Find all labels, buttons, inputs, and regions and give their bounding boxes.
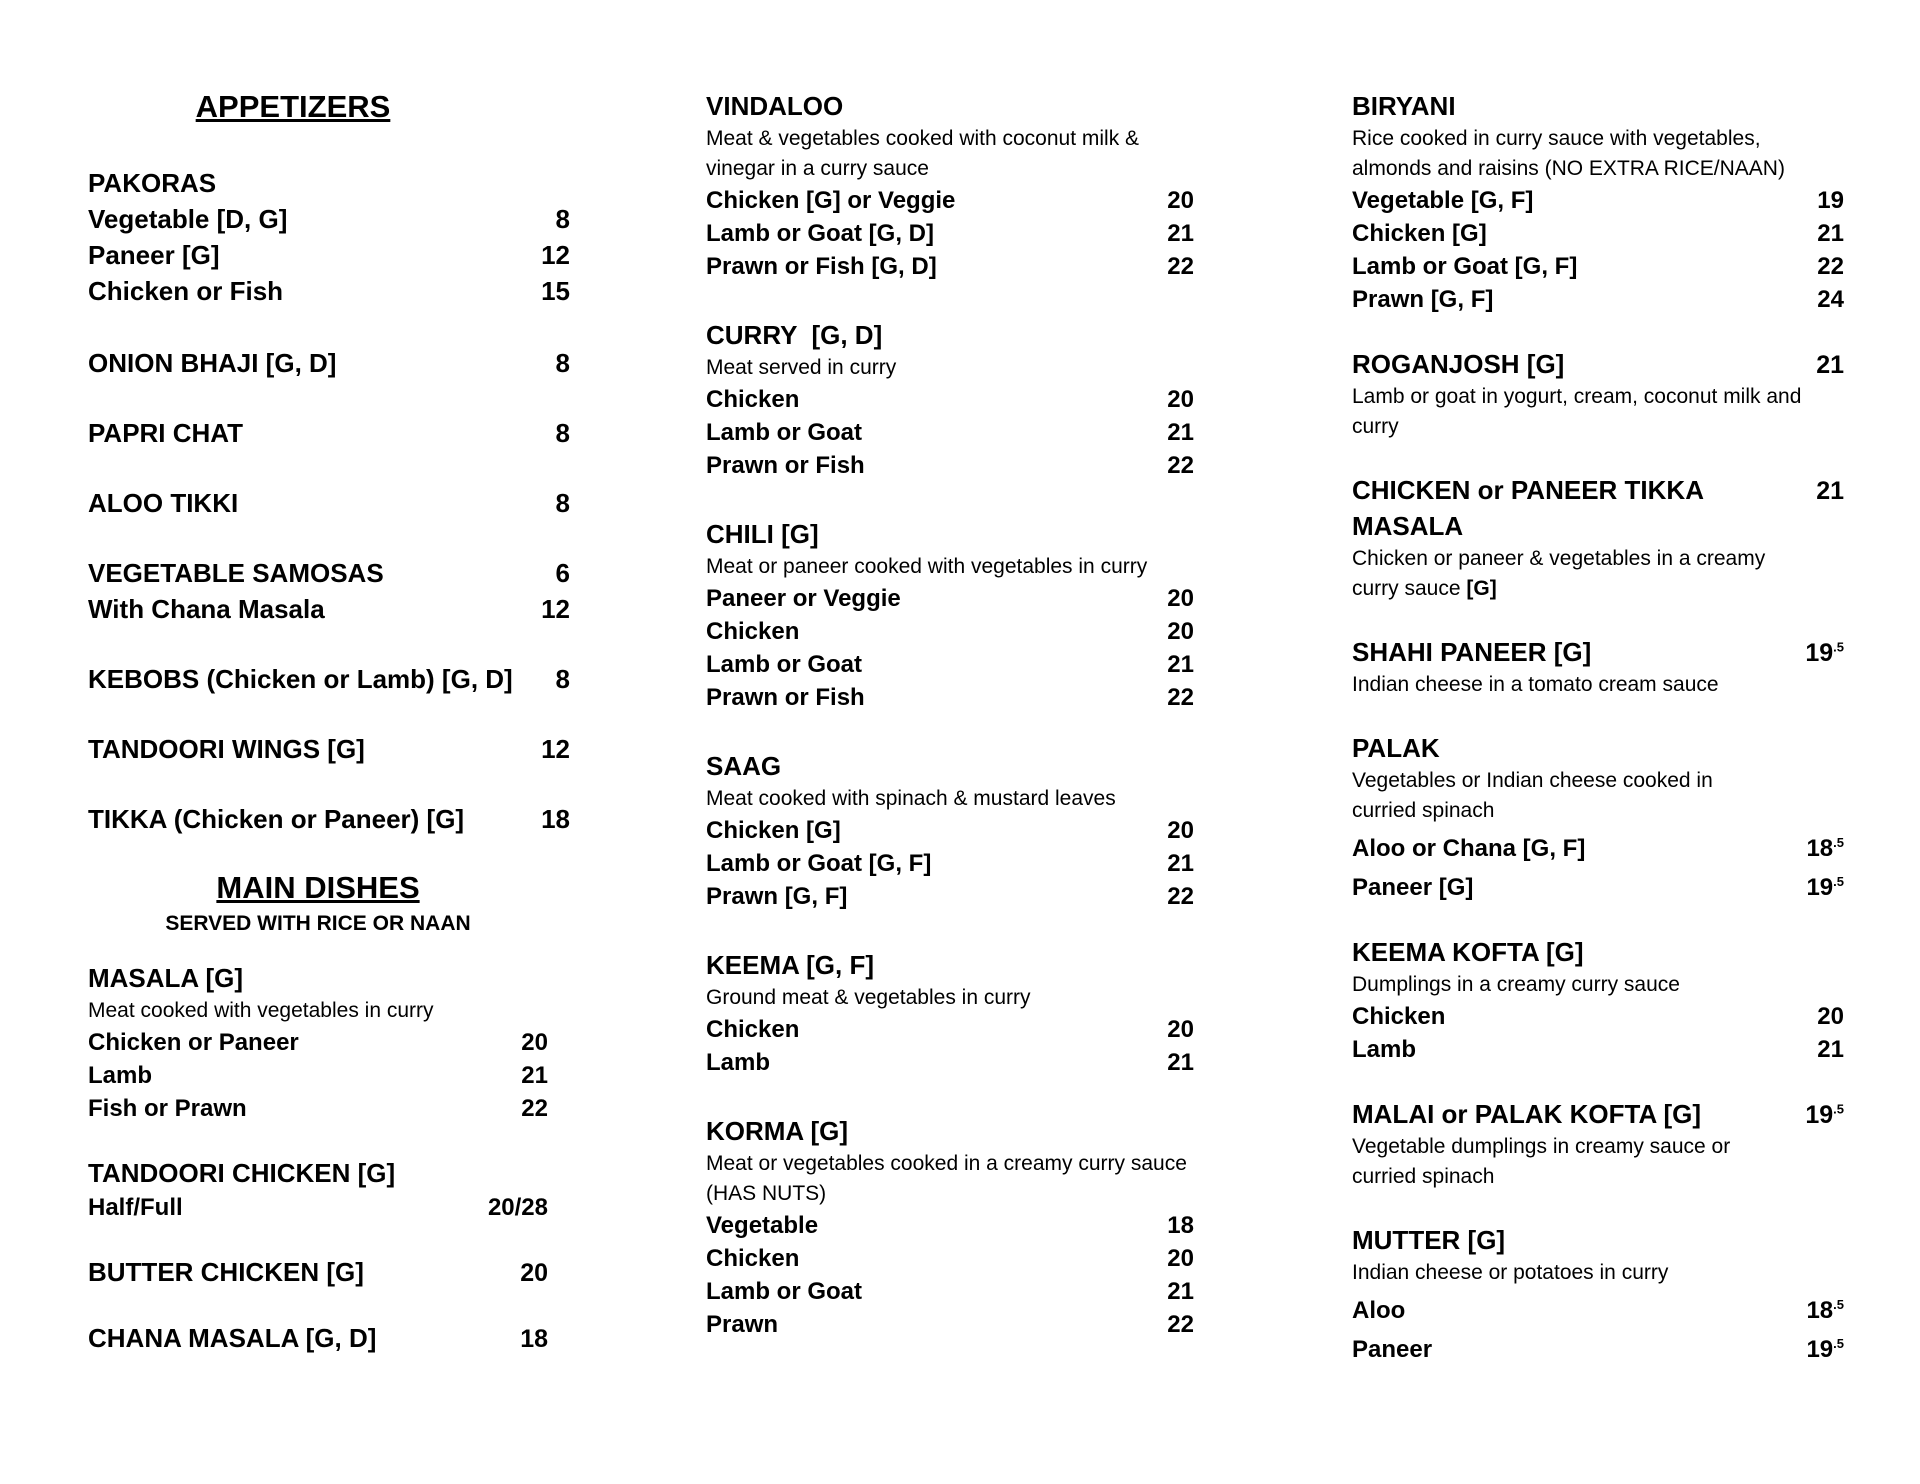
item-price: 15 — [541, 276, 570, 307]
price-main: 19 — [1806, 874, 1834, 901]
price-fraction: .5 — [1833, 874, 1844, 889]
item-name: Prawn or Fish — [706, 684, 865, 711]
dish-price: 21 — [1816, 351, 1844, 379]
dish-description — [1352, 544, 1812, 604]
item-price: 20/28 — [487, 1194, 548, 1222]
item-price: 21 — [1167, 419, 1194, 446]
item-name: Chicken — [1352, 1003, 1446, 1030]
main-dishes-section — [88, 869, 628, 1356]
item-name: KEBOBS (Chicken or Lamb) [G, D] — [88, 664, 513, 695]
dish-title: TANDOORI CHICKEN [G] — [88, 1158, 396, 1189]
item-name: Chicken [G] or Veggie — [706, 187, 956, 214]
item-price: 21 — [1167, 220, 1194, 247]
menu-item — [706, 1013, 1194, 1046]
item-price: 21 — [521, 1062, 548, 1090]
dish-title: MASALA [G] — [88, 963, 244, 994]
roganjosh-dish — [1352, 346, 1862, 442]
menu-item — [706, 449, 1194, 482]
menu-item — [706, 1242, 1194, 1275]
tikka-masala-dish — [1352, 472, 1862, 604]
dish-title: MUTTER [G] — [1352, 1225, 1506, 1255]
item-price: 19 — [1817, 187, 1844, 214]
item-price: 22 — [1167, 1311, 1194, 1338]
item-price: 8 — [555, 348, 570, 379]
dish-description: Rice cooked in curry sauce with vegetables, almonds and raisins (NO EXTRA RICE/NAAN) — [1352, 127, 1785, 180]
pakoras-title: PAKORAS — [88, 168, 217, 199]
item-price: 8 — [555, 204, 570, 235]
description-tag: [G] — [1466, 577, 1497, 600]
dish-title: SHAHI PANEER [G] — [1352, 637, 1592, 667]
menu-column-3 — [1352, 88, 1862, 1402]
menu-item — [706, 250, 1194, 283]
item-name: Lamb — [88, 1062, 153, 1090]
menu-item — [706, 184, 1194, 217]
item-name: Chicken — [706, 1016, 800, 1043]
dish-description: Meat cooked with spinach & mustard leaves — [706, 787, 1116, 810]
dish-description: Meat & vegetables cooked with coconut milk & vinegar in a curry sauce — [706, 127, 1140, 180]
dish-description: Dumplings in a creamy curry sauce — [1352, 973, 1680, 996]
item-name: Lamb or Goat [G, F] — [706, 850, 932, 877]
menu-item — [706, 681, 1194, 714]
masala-dish — [88, 960, 628, 1125]
dish-price — [1805, 639, 1844, 668]
shahi-paneer-dish — [1352, 634, 1862, 700]
menu-item — [88, 661, 570, 697]
appetizers-heading: APPETIZERS — [195, 89, 391, 124]
dish-title: VINDALOO — [706, 91, 844, 121]
item-name: ALOO TIKKI — [88, 488, 239, 519]
malai-kofta-dish — [1352, 1096, 1862, 1192]
menu-column-1 — [88, 88, 628, 1356]
item-price: 8 — [555, 664, 570, 695]
menu-item — [706, 1275, 1194, 1308]
dish-title: KEEMA [G, F] — [706, 950, 875, 980]
main-dishes-heading: MAIN DISHES — [216, 870, 420, 906]
price-main: 18 — [1806, 1297, 1834, 1324]
item-name: Chicken — [706, 1245, 800, 1272]
dish-title: CURRY [G, D] — [706, 320, 883, 350]
mutter-dish — [1352, 1222, 1862, 1366]
menu-item — [706, 1046, 1194, 1079]
menu-column-2 — [706, 88, 1266, 1377]
dish-price: 20 — [520, 1259, 548, 1288]
item-price — [1794, 826, 1844, 865]
menu-item — [88, 345, 570, 381]
keema-dish — [706, 947, 1266, 1079]
item-name: Half/Full — [88, 1194, 183, 1222]
keema-kofta-dish — [1352, 934, 1862, 1066]
item-price: 8 — [555, 488, 570, 519]
menu-item — [706, 880, 1194, 913]
price-fraction: .5 — [1833, 639, 1844, 655]
menu-item — [1352, 250, 1844, 283]
item-price: 22 — [1167, 684, 1194, 711]
price-main: 19 — [1805, 1101, 1834, 1129]
menu-item — [88, 1092, 548, 1125]
dish-header — [1352, 472, 1844, 544]
item-name: Chicken or Paneer — [88, 1029, 299, 1057]
dish-title: CHANA MASALA [G, D] — [88, 1323, 377, 1354]
menu-item — [706, 1308, 1194, 1341]
item-name: VEGETABLE SAMOSAS — [88, 558, 384, 589]
item-price: 6 — [555, 558, 570, 589]
biryani-dish — [1352, 88, 1862, 316]
price-fraction: .5 — [1833, 1297, 1844, 1312]
item-name: Fish or Prawn — [88, 1095, 247, 1123]
curry-dish — [706, 317, 1266, 482]
item-price: 18 — [541, 804, 570, 835]
item-name: Vegetable [D, G] — [88, 204, 288, 235]
dish-description: Vegetables or Indian cheese cooked in curried spinach — [1352, 769, 1713, 822]
menu-item — [706, 217, 1194, 250]
chana-masala-dish — [88, 1320, 548, 1356]
item-price — [1794, 865, 1844, 904]
item-name: Chicken — [706, 386, 800, 413]
item-name: Aloo — [1352, 1297, 1406, 1324]
vindaloo-dish — [706, 88, 1266, 283]
dish-description: Lamb or goat in yogurt, cream, coconut milk and curry — [1352, 385, 1802, 438]
item-price: 20 — [1167, 817, 1194, 844]
menu-item — [1352, 1327, 1844, 1366]
dish-title: BIRYANI — [1352, 91, 1456, 121]
dish-header — [1352, 634, 1844, 670]
menu-item — [88, 801, 570, 837]
price-fraction: .5 — [1833, 835, 1844, 850]
item-name: Aloo or Chana [G, F] — [1352, 835, 1586, 862]
menu-item — [706, 383, 1194, 416]
item-price: 20 — [521, 1029, 548, 1057]
item-name: Lamb or Goat — [706, 651, 863, 678]
dish-description: Indian cheese or potatoes in curry — [1352, 1261, 1669, 1284]
item-name: Paneer [G] — [1352, 874, 1474, 901]
item-name: Chicken or Fish — [88, 276, 284, 307]
price-main: 18 — [1806, 835, 1834, 862]
dish-header — [1352, 346, 1844, 382]
menu-item — [706, 416, 1194, 449]
dish-title: MALAI or PALAK KOFTA [G] — [1352, 1099, 1702, 1129]
dish-price — [1805, 1101, 1844, 1130]
item-price: 12 — [541, 240, 570, 271]
item-name: Prawn or Fish [G, D] — [706, 253, 937, 280]
menu-item — [706, 582, 1194, 615]
item-name: Vegetable [G, F] — [1352, 187, 1534, 214]
item-price: 22 — [1167, 452, 1194, 479]
item-price: 20 — [1167, 386, 1194, 413]
menu-item — [88, 237, 570, 273]
menu-item — [88, 273, 570, 309]
dish-title: ROGANJOSH [G] — [1352, 349, 1565, 379]
korma-dish — [706, 1113, 1266, 1341]
item-price — [1794, 1327, 1844, 1366]
item-name: Lamb — [1352, 1036, 1417, 1063]
dish-title: KEEMA KOFTA [G] — [1352, 937, 1584, 967]
item-name: Vegetable — [706, 1212, 819, 1239]
pakoras-section — [88, 165, 628, 309]
item-price: 24 — [1817, 286, 1844, 313]
dish-description: Meat or paneer cooked with vegetables in curry — [706, 555, 1148, 578]
item-name: Paneer — [1352, 1336, 1433, 1363]
item-name: TANDOORI WINGS [G] — [88, 734, 365, 765]
item-price: 20 — [1817, 1003, 1844, 1030]
dish-description: Meat cooked with vegetables in curry — [88, 999, 434, 1023]
item-price: 21 — [1817, 1036, 1844, 1063]
item-price: 21 — [1817, 220, 1844, 247]
menu-item — [1352, 217, 1844, 250]
main-dishes-subtitle: SERVED WITH RICE OR NAAN — [165, 912, 471, 936]
item-price: 20 — [1167, 187, 1194, 214]
tandoori-chicken-dish — [88, 1155, 628, 1224]
menu-item — [88, 485, 570, 521]
item-price: 20 — [1167, 1245, 1194, 1272]
item-price: 20 — [1167, 618, 1194, 645]
item-price: 12 — [541, 594, 570, 625]
item-name: Chicken [G] — [706, 817, 841, 844]
item-price: 22 — [1167, 883, 1194, 910]
dish-title: KORMA [G] — [706, 1116, 849, 1146]
item-price: 22 — [1817, 253, 1844, 280]
item-price: 20 — [1167, 585, 1194, 612]
item-price: 12 — [541, 734, 570, 765]
item-name: Paneer or Veggie — [706, 585, 901, 612]
item-price — [1794, 1288, 1844, 1327]
price-main: 19 — [1805, 639, 1834, 667]
dish-description: Indian cheese in a tomato cream sauce — [1352, 673, 1719, 696]
menu-item — [88, 555, 570, 591]
item-name: With Chana Masala — [88, 594, 325, 625]
item-price: 18 — [1167, 1212, 1194, 1239]
menu-item — [1352, 1288, 1844, 1327]
dish-price: 18 — [520, 1325, 548, 1354]
dish-title: SAAG — [706, 751, 782, 781]
item-name: Lamb or Goat [G, D] — [706, 220, 934, 247]
item-price: 20 — [1167, 1016, 1194, 1043]
item-price: 21 — [1167, 850, 1194, 877]
item-name: Chicken [G] — [1352, 220, 1487, 247]
item-name: Chicken — [706, 618, 800, 645]
dish-title: CHILI [G] — [706, 519, 819, 549]
item-name: Prawn [G, F] — [706, 883, 848, 910]
menu-item — [706, 648, 1194, 681]
menu-item — [1352, 184, 1844, 217]
item-name: Prawn [G, F] — [1352, 286, 1494, 313]
item-name: Paneer [G] — [88, 240, 220, 271]
item-name: Lamb or Goat — [706, 1278, 863, 1305]
menu-item — [1352, 283, 1844, 316]
dish-description: Meat or vegetables cooked in a creamy curry sauce (HAS NUTS) — [706, 1152, 1187, 1205]
dish-title: PALAK — [1352, 733, 1440, 763]
butter-chicken-dish — [88, 1254, 548, 1290]
palak-dish — [1352, 730, 1862, 904]
item-name: PAPRI CHAT — [88, 418, 244, 449]
item-name: TIKKA (Chicken or Paneer) [G] — [88, 804, 465, 835]
item-name: Prawn — [706, 1311, 779, 1338]
dish-title: BUTTER CHICKEN [G] — [88, 1257, 364, 1288]
dish-description: Ground meat & vegetables in curry — [706, 986, 1031, 1009]
item-price: 8 — [555, 418, 570, 449]
item-price: 22 — [1167, 253, 1194, 280]
dish-description: Meat served in curry — [706, 356, 897, 379]
price-fraction: .5 — [1833, 1101, 1844, 1117]
menu-item — [88, 1191, 548, 1224]
item-name: Lamb or Goat — [706, 419, 863, 446]
saag-dish — [706, 748, 1266, 913]
item-name: Prawn or Fish — [706, 452, 865, 479]
menu-item — [88, 201, 570, 237]
description-text: Chicken or paneer & vegetables in a creamy curry sauce — [1352, 547, 1766, 600]
menu-item — [88, 591, 570, 627]
menu-item — [88, 1059, 548, 1092]
menu-item — [1352, 826, 1844, 865]
menu-item — [706, 1209, 1194, 1242]
dish-description: Vegetable dumplings in creamy sauce or curried spinach — [1352, 1135, 1731, 1188]
menu-item — [1352, 1033, 1844, 1066]
item-price: 22 — [521, 1095, 548, 1123]
appetizer-singles — [88, 345, 628, 837]
item-name: Lamb or Goat [G, F] — [1352, 253, 1578, 280]
price-main: 19 — [1806, 1336, 1834, 1363]
price-fraction: .5 — [1833, 1336, 1844, 1351]
item-name: Lamb — [706, 1049, 771, 1076]
menu-item — [706, 847, 1194, 880]
item-name: ONION BHAJI [G, D] — [88, 348, 337, 379]
item-price: 21 — [1167, 1049, 1194, 1076]
menu-item — [706, 615, 1194, 648]
menu-item — [88, 1026, 548, 1059]
dish-price: 21 — [1816, 477, 1844, 505]
dish-header — [1352, 1096, 1844, 1132]
item-price: 21 — [1167, 1278, 1194, 1305]
menu-item — [706, 814, 1194, 847]
menu-item — [88, 415, 570, 451]
menu-item — [1352, 1000, 1844, 1033]
dish-title: CHICKEN or PANEER TIKKA MASALA — [1352, 475, 1704, 541]
chili-dish — [706, 516, 1266, 714]
menu-item — [1352, 865, 1844, 904]
menu-item — [88, 731, 570, 767]
item-price: 21 — [1167, 651, 1194, 678]
